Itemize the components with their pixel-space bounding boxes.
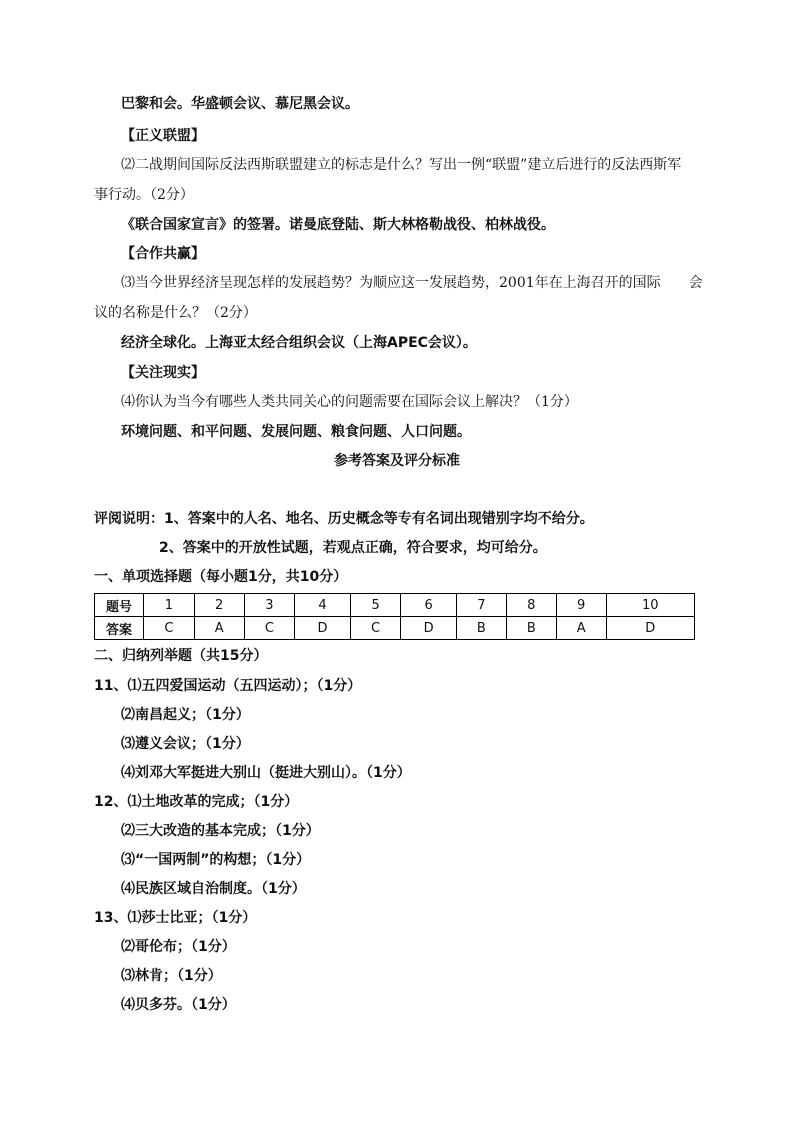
question-2-line-2: 事行动。（2分）	[94, 187, 194, 203]
q12-answer-2: ⑵三大改造的基本完成；（1分）	[121, 823, 320, 839]
table-cell-number: 7	[456, 594, 506, 617]
grading-note-1: 评阅说明：1、答案中的人名、地名、历史概念等专有名词出现错别字均不给分。	[94, 511, 594, 527]
q11-answer-1: 11、⑴五四爱国运动（五四运动）；（1分）	[94, 678, 362, 694]
table-cell-answer: A	[194, 617, 244, 640]
answer-line-conferences: 巴黎和会。华盛顿会议、慕尼黑会议。	[121, 96, 359, 112]
section-1-heading: 一、单项选择题（每小题1分，共10分）	[94, 569, 348, 585]
table-header-answer: 答案	[95, 617, 144, 640]
table-cell-answer: B	[506, 617, 556, 640]
section-heading-cooperation: 【合作共赢】	[121, 246, 205, 262]
table-cell-answer: C	[350, 617, 401, 640]
table-cell-answer: C	[244, 617, 295, 640]
q11-answer-3: ⑶遵义会议；（1分）	[121, 736, 250, 752]
section-heading-justice: 【正义联盟】	[121, 128, 205, 144]
answer-key-title: 参考答案及评分标准	[334, 453, 460, 469]
table-cell-number: 3	[244, 594, 295, 617]
question-4: ⑷你认为当今有哪些人类共同关心的问题需要在国际会议上解决？（1分）	[121, 394, 578, 410]
table-cell-number: 2	[194, 594, 244, 617]
table-row-answers	[95, 617, 695, 640]
section-2-heading: 二、归纳列举题（共15分）	[94, 648, 268, 664]
q13-answer-4: ⑷贝多芬。（1分）	[121, 997, 236, 1013]
q13-answer-3: ⑶林肯；（1分）	[121, 968, 222, 984]
table-cell-number: 4	[295, 594, 350, 617]
answer-table	[94, 593, 695, 640]
q12-answer-3: ⑶“一国两制”的构想；（1分）	[121, 852, 311, 868]
question-3-line-1: ⑶当今世界经济呈现怎样的发展趋势？为顺应这一发展趋势，2001年在上海召开的国际 会	[121, 275, 703, 291]
table-cell-number: 10	[606, 594, 694, 617]
table-cell-number: 6	[401, 594, 456, 617]
table-cell-answer: A	[556, 617, 606, 640]
table-cell-number: 8	[506, 594, 556, 617]
table-row-numbers	[95, 594, 695, 617]
question-2-line-1: ⑵二战期间国际反法西斯联盟建立的标志是什么？写出一例“联盟”建立后进行的反法西斯军	[121, 157, 682, 173]
q12-answer-1: 12、⑴土地改革的完成；（1分）	[94, 794, 299, 810]
q12-answer-4: ⑷民族区域自治制度。（1分）	[121, 881, 306, 897]
answer-4: 环境问题、和平问题、发展问题、粮食问题、人口问题。	[121, 424, 471, 440]
table-cell-answer: C	[144, 617, 195, 640]
table-cell-number: 5	[350, 594, 401, 617]
table-header-number: 题号	[95, 594, 144, 617]
grading-note-2: 2、答案中的开放性试题，若观点正确，符合要求，均可给分。	[159, 540, 547, 556]
question-3-line-2: 议的名称是什么？（2分）	[94, 305, 257, 321]
q11-answer-2: ⑵南昌起义；（1分）	[121, 707, 250, 723]
section-heading-reality: 【关注现实】	[121, 365, 205, 381]
answer-2: 《联合国家宣言》的签署。诺曼底登陆、斯大林格勒战役、柏林战役。	[121, 217, 555, 233]
table-cell-number: 1	[144, 594, 195, 617]
answer-3: 经济全球化。上海亚太经合组织会议（上海APEC会议）。	[121, 335, 477, 351]
table-cell-number: 9	[556, 594, 606, 617]
table-cell-answer: D	[606, 617, 694, 640]
q11-answer-4: ⑷刘邓大军挺进大别山（挺进大别山）。（1分）	[121, 765, 411, 781]
table-cell-answer: D	[295, 617, 350, 640]
table-cell-answer: D	[401, 617, 456, 640]
q13-answer-1: 13、⑴莎士比亚；（1分）	[94, 910, 257, 926]
q13-answer-2: ⑵哥伦布；（1分）	[121, 939, 236, 955]
table-cell-answer: B	[456, 617, 506, 640]
